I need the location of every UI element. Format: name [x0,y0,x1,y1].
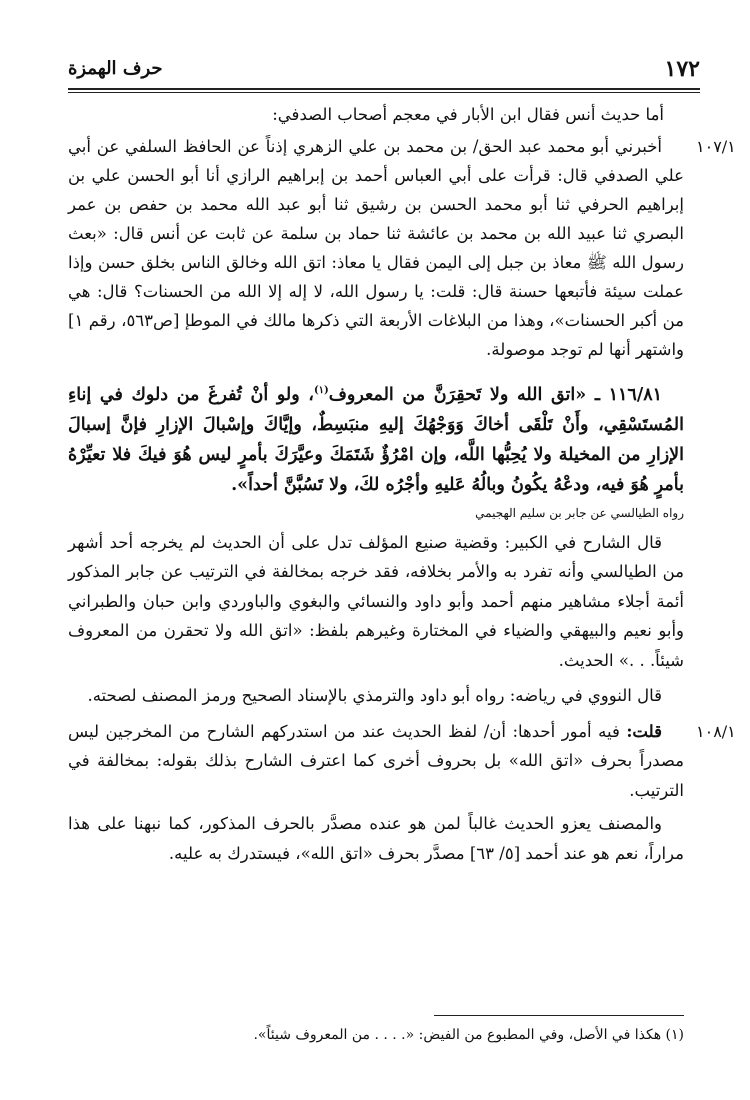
hadith-label: ١١٦/٨١ ـ [594,384,663,405]
entry-number: ١٠٨/١ [696,721,736,741]
entry-text: والمصنف يعزو الحديث غالباً لمن هو عنده مصدَّر بالحرف المذكور، كما نبهنا على هذا مراراً، نعم هو عند أحمد [٥/ ٦٣] مصدَّر بحرف «اتق الله»، فيستدرك به عليه. [68,814,684,863]
entry-number: ١٠٧/١ [696,137,736,156]
footnote-rule [434,1015,684,1016]
hadith-text-part2: ، ولو أنْ تُفرغَ من دلوك في إناءِ المُستَسْقِي، وأَنْ تَلْقَى أخاكَ وَوَجْهُكَ إليهِ منبَسِطٌ، وإيَّاكَ وإسْبالَ الإزارِ فإنَّ إسبالَ الإزارِ من المخيلة ولا يُحِبُّها اللَّه، وإن امْرُؤٌ شَتَمَكَ وعيَّرَكَ بأمرٍ ليس هُوَ فيكَ فلا تعيِّرْهُ بأمرٍ هُوَ فيه، ودعْهُ يكُونُ وبالُهُ عَليهِ وأجْرُه لكَ، ولا تَسُبَّنَّ أحداً». [68,384,684,495]
entry-108 [68,717,736,806]
intro-line: أما حديث أنس فقال ابن الأبار في معجم أصحاب الصدفي: [272,105,664,124]
header-rule-thin [68,92,700,93]
commentary-paragraph: قال الشارح في الكبير: وقضية صنيع المؤلف تدل على أن الحديث لم يخرجه أحد أشهر من الطيالسي وأنه تفرد به والأمر بخلافه، فقد خرجه بمخالفة في الترتيب عن جابر المذكور أئمة أجلاء مشاهير منهم أحمد وأبو داود والنسائي والبغوي والباوردي وابن حبان والطبراني وأبو نعيم والبيهقي والضياء في المختارة وغيرهم بلفظ: «اتق الله ولا تحقرن من المعروف شيئاً. . .» الحديث. [68,532,684,670]
hadith-text-part1: «اتق الله ولا تَحقِرَنَّ من المعروف [328,384,587,405]
footnote-text: هكذا في الأصل، وفي المطبوع من الفيض: «. . . . من المعروف شيئاً». [253,1027,662,1043]
footnote [68,1024,684,1046]
header-rule [68,88,700,90]
page-header [68,52,700,92]
hadith-text [68,376,684,500]
hadith-source: رواه الطيالسي عن جابر بن سليم الهجيمي [475,505,684,520]
footnote-marker: (١) [665,1027,684,1043]
entry-text: أخبرني أبو محمد عبد الحق/ بن محمد بن علي الزهري إذناً عن الحافظ السلفي عن أبي علي الصدفي قال: قرأت على أبي العباس أحمد بن إبراهيم الرازي أنا أبو الحسن علي بن إبراهيم الحرفي ثنا أبو محمد الحسن بن رشيق ثنا أبو عبد الله محمد بن حفص بن عمر البصري ثنا عبيد الله بن محمد بن عائشة ثنا حماد بن سلمة عن ثابت عن أنس قال: «بعث رسول الله ﷺ معاذ بن جبل إلى اليمن فقال يا معاذ: اتق الله وخالق الناس بخلق حسن وإذا عملت سيئة فأتبعها حسنة قال: قلت: يا رسول الله، لا إله إلا الله من الحسنات؟ قال: هي من أكبر الحسنات»، وهذا من البلاغات الأربعة التي ذكرها مالك في الموطإ [ص٥٦٣، رقم ١] واشتهر أنها لم توجد موصولة. [68,137,684,359]
entry-text [68,717,684,806]
commentary-paragraph: قال النووي في رياضه: رواه أبو داود والترمذي بالإسناد الصحيح ورمز المصنف لصحته. [87,686,662,706]
entry-107 [68,132,736,364]
entry-lead: قلت: [626,721,662,741]
entry-body: فيه أمور أحدها: أن/ لفظ الحديث عند من استدركهم الشارح من المخرجين ليس مصدراً بحرف «اتق الله» بل بحروف أخرى كما اعترف الشارح بذلك بقوله: بمخالفة في الترتيب. [68,721,684,800]
main-text [68,100,736,868]
running-title: حرف الهمزة [68,58,163,79]
page-number: ١٧٢ [664,56,700,82]
footnote-mark: (١) [313,385,329,396]
